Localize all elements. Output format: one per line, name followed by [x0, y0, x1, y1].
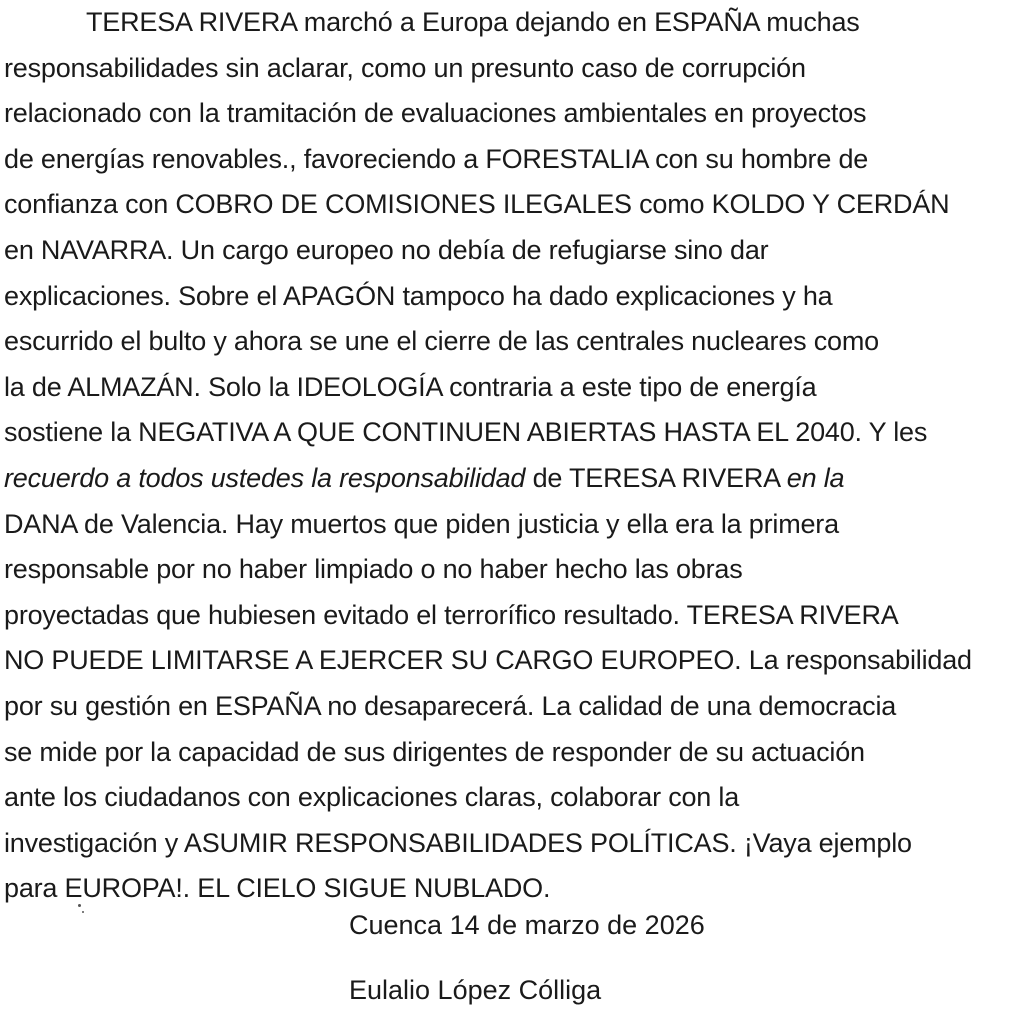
- letter-body: [4, 0, 1020, 912]
- body-line: en NAVARRA. Un cargo europeo no debía de refugiarse sino dar: [4, 234, 769, 265]
- italic-segment: en la: [786, 462, 845, 493]
- body-line: sostiene la NEGATIVA A QUE CONTINUEN ABIERTAS HASTA EL 2040. Y les: [4, 417, 928, 448]
- body-line: proyectadas que hubiesen evitado el terrorífico resultado. TERESA RIVERA: [4, 599, 899, 630]
- body-line: escurrido el bulto y ahora se une el cierre de las centrales nucleares como: [4, 326, 879, 357]
- body-line: DANA de Valencia. Hay muertos que piden justicia y ella era la primera: [4, 508, 839, 539]
- body-line: de energías renovables., favoreciendo a FORESTALIA con su hombre de: [4, 143, 869, 174]
- body-line: explicaciones. Sobre el APAGÓN tampoco ha dado explicaciones y ha: [4, 280, 833, 311]
- body-line: por su gestión en ESPAÑA no desaparecerá. La calidad de una democracia: [4, 690, 897, 721]
- scan-speck: [82, 911, 84, 913]
- body-line: responsabilidades sin aclarar, como un presunto caso de corrupción: [4, 52, 806, 83]
- body-line: investigación y ASUMIR RESPONSABILIDADES POLÍTICAS. ¡Vaya ejemplo: [4, 827, 912, 858]
- body-line: NO PUEDE LIMITARSE A EJERCER SU CARGO EUROPEO. La responsabilidad: [4, 645, 972, 676]
- body-line: relacionado con la tramitación de evaluaciones ambientales en proyectos: [4, 98, 867, 129]
- signature: Eulalio López Cólliga: [349, 975, 602, 1005]
- body-line: se mide por la capacidad de sus dirigentes de responder de su actuación: [4, 736, 865, 767]
- body-line: para EUROPA!. EL CIELO SIGUE NUBLADO.: [4, 873, 551, 904]
- body-line: TERESA RIVERA marchó a Europa dejando en ESPAÑA muchas: [86, 7, 860, 37]
- place-date: Cuenca 14 de marzo de 2026: [349, 910, 705, 940]
- regular-segment: de TERESA RIVERA: [532, 462, 787, 493]
- italic-segment: recuerdo a todos ustedes la responsabilidad: [4, 462, 533, 493]
- body-line: ante los ciudadanos con explicaciones claras, colaborar con la: [4, 782, 740, 813]
- body-line-italic: [4, 456, 1020, 502]
- body-line: responsable por no haber limpiado o no haber hecho las obras: [4, 554, 743, 585]
- body-line: confianza con COBRO DE COMISIONES ILEGALES como KOLDO Y CERDÁN: [4, 189, 950, 220]
- body-line: la de ALMAZÁN. Solo la IDEOLOGÍA contraria a este tipo de energía: [4, 371, 817, 402]
- scan-speck: [78, 904, 81, 907]
